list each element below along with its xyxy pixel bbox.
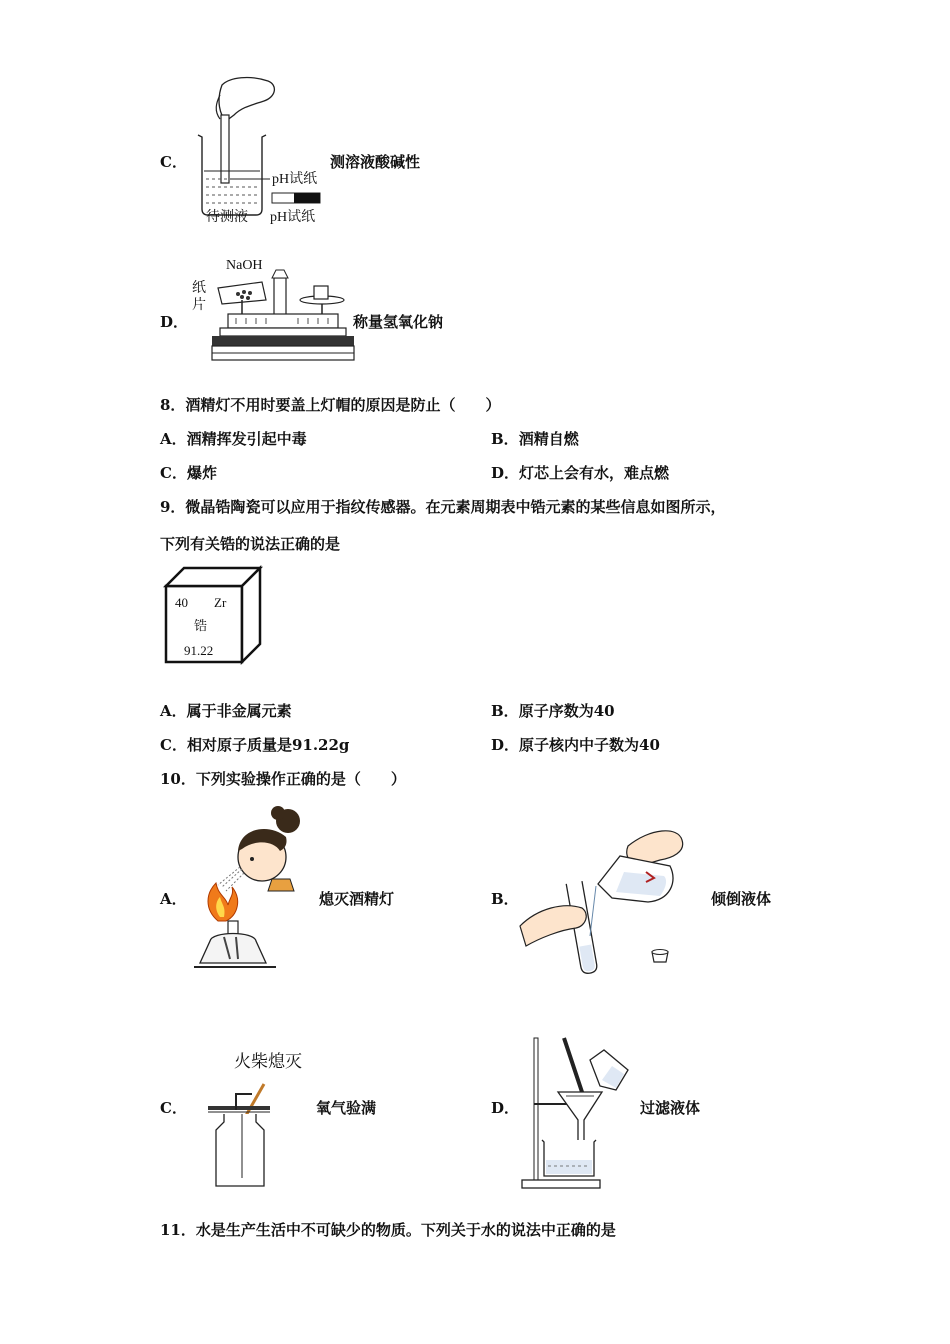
q10-option-c-letter: C．: [160, 1099, 187, 1117]
q9-option-c: C．相对原子质量是91.22g: [160, 736, 350, 754]
q11-stem: 11．水是生产生活中不可缺少的物质。下列关于水的说法中正确的是: [160, 1221, 616, 1239]
balance-figure: [208, 270, 353, 365]
q10-option-c-caption: 氧气验满: [316, 1099, 377, 1117]
q10-option-b-caption: 倾倒液体: [711, 890, 772, 908]
ph-paper-label-1: pH试纸: [272, 172, 318, 187]
match-out-label: 火柴熄灭: [234, 1052, 302, 1071]
q10-option-d-letter: D．: [491, 1099, 520, 1117]
test-liquid-label: 待测液: [206, 210, 248, 225]
q10-stem: 10．下列实验操作正确的是（ ）: [160, 770, 406, 788]
q7-option-c-caption: 测溶液酸碱性: [330, 153, 421, 171]
q9-option-d: D．原子核内中子数为40: [491, 736, 660, 754]
q10-option-a-caption: 熄灭酒精灯: [319, 890, 395, 908]
q10-option-a-letter: A．: [160, 890, 187, 908]
paper-label: 纸片: [192, 281, 206, 313]
q8-option-c: C．爆炸: [160, 464, 217, 482]
q7-option-c-letter: C．: [160, 153, 187, 171]
q8-option-a: A．酒精挥发引起中毒: [160, 430, 307, 448]
naoh-label: NaOH: [226, 258, 263, 273]
q9-stem-line2: 下列有关锆的说法正确的是: [160, 535, 341, 553]
filtration-figure: [520, 1036, 635, 1192]
q8-option-b: B．酒精自燃: [491, 430, 579, 448]
q7-option-d-letter: D．: [160, 313, 189, 331]
q9-option-b: B．原子序数为40: [491, 702, 615, 720]
q9-stem-line1: 9．微晶锆陶瓷可以应用于指纹传感器。在元素周期表中锆元素的某些信息如图所示，: [160, 498, 726, 516]
element-name: 锆: [194, 618, 208, 633]
blow-lamp-figure: [190, 805, 310, 975]
q10-option-b-letter: B．: [491, 890, 519, 908]
element-mass: 91.22: [184, 643, 214, 658]
q10-option-d-caption: 过滤液体: [640, 1099, 701, 1117]
ph-test-figure: [190, 75, 330, 230]
q7-option-d-caption: 称量氢氧化钠: [353, 313, 444, 331]
q8-stem: 8．酒精灯不用时要盖上灯帽的原因是防止（ ）: [160, 396, 501, 414]
element-symbol: Zr: [214, 595, 227, 610]
element-number: 40: [175, 595, 188, 610]
q9-option-a: A．属于非金属元素: [160, 702, 292, 720]
q8-option-d: D．灯芯上会有水，难点燃: [491, 464, 670, 482]
oxygen-test-figure: [206, 1082, 276, 1192]
ph-paper-label-2: pH试纸: [270, 210, 316, 225]
pour-liquid-figure: [520, 826, 690, 976]
